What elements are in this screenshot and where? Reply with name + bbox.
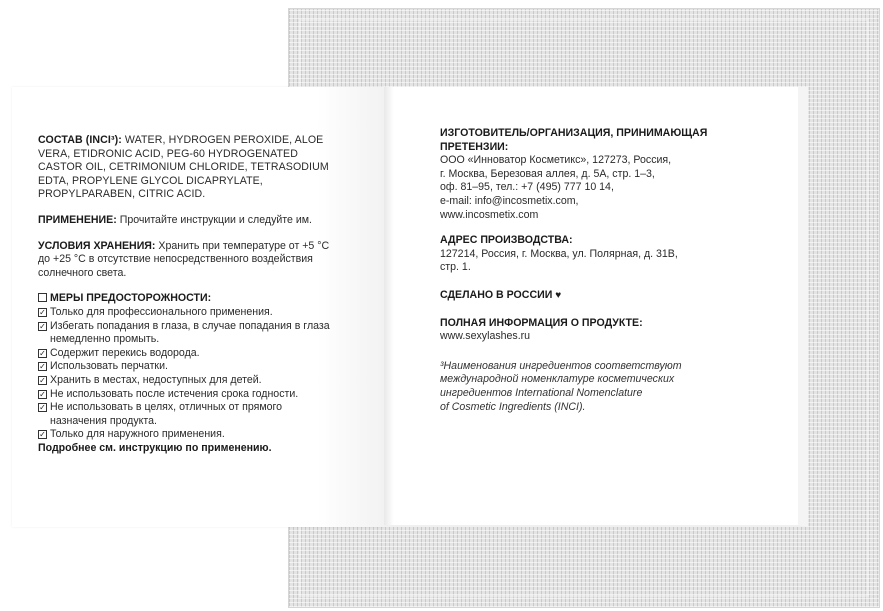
precautions-list xyxy=(38,306,334,442)
manufacturer-website: www.incosmetix.com xyxy=(440,208,539,221)
checkbox-checked-icon: ✓ xyxy=(39,321,46,331)
precautions-block xyxy=(38,292,334,455)
checkbox-checked-icon: ✓ xyxy=(39,362,46,372)
address-heading: АДРЕС ПРОИЗВОДСТВА: xyxy=(440,234,573,247)
manufacturer-details xyxy=(440,154,750,222)
precaution-item: ✓ Использовать перчатки. xyxy=(39,360,168,373)
checkbox-icon xyxy=(38,293,47,302)
address-line: 127214, Россия, г. Москва, ул. Полярная, д. 31В, xyxy=(440,247,678,260)
usage-label: ПРИМЕНЕНИЕ: xyxy=(38,213,117,226)
precaution-item: ✓ Только для профессионального применения. xyxy=(39,305,273,318)
precaution-item: ✓ Не использовать в целях, отличных от прямого назначения продукта. xyxy=(39,401,283,427)
footnote-line: ³Наименования ингредиентов соответствуют xyxy=(440,359,682,372)
checkbox-checked-icon: ✓ xyxy=(39,403,46,413)
made-in-russia: СДЕЛАНО В РОССИИ ♥ xyxy=(440,288,562,301)
composition-block xyxy=(38,134,334,202)
manufacturer-line: оф. 81–95, тел.: +7 (495) 777 10 14, xyxy=(440,181,614,194)
precautions-heading xyxy=(38,292,334,306)
storage-label: УСЛОВИЯ ХРАНЕНИЯ: xyxy=(38,239,156,252)
manufacturer-line: г. Москва, Березовая аллея, д. 5А, стр. 1–3, xyxy=(440,167,655,180)
checkbox-checked-icon: ✓ xyxy=(39,375,46,385)
footnote-line: международной номенклатуре косметических xyxy=(440,373,675,386)
left-column xyxy=(38,134,334,455)
footnote-line: ингредиентов International Nomenclature xyxy=(440,386,643,399)
manufacturer-heading: ИЗГОТОВИТЕЛЬ/ОРГАНИЗАЦИЯ, ПРИНИМАЮЩАЯ ПРЕТЕНЗИИ: xyxy=(440,127,708,153)
address-details xyxy=(440,248,750,275)
precautions-label: МЕРЫ ПРЕДОСТОРОЖНОСТИ: xyxy=(50,292,212,305)
footnote-line: of Cosmetic Ingredients (INCI). xyxy=(440,400,586,413)
heart-icon: ♥ xyxy=(555,289,562,301)
storage-block xyxy=(38,240,334,281)
usage-block xyxy=(38,214,334,228)
composition-text: WATER, HYDROGEN PEROXIDE, ALOE VERA, ETIDRONIC ACID, PEG-60 HYDROGENATED CASTOR OIL, CETRIMONIUM CHLORIDE, TETRASODIUM EDTA, PROPYLENE GLYCOL DICAPRYLATE, PROPYLPARABEN, CITRIC ACID. xyxy=(38,134,329,201)
manufacturer-line: ООО «Инноватор Косметикс», 127273, Россия, xyxy=(440,154,672,167)
checkbox-checked-icon: ✓ xyxy=(39,307,46,317)
checkbox-checked-icon: ✓ xyxy=(39,389,46,399)
inci-footnote xyxy=(440,360,750,414)
full-info-heading: ПОЛНАЯ ИНФОРМАЦИЯ О ПРОДУКТЕ: xyxy=(440,316,643,329)
right-column xyxy=(440,127,750,414)
precaution-item: ✓ Содержит перекись водорода. xyxy=(39,346,200,359)
storage-text: Хранить при температуре от +5 °С до +25 °С в отсутствие непосредственного воздействия солнечного света. xyxy=(38,239,330,279)
composition-label: СОСТАВ (INCI³): xyxy=(38,134,122,146)
more-info-text: Подробнее см. инструкцию по применению. xyxy=(38,441,272,454)
checkbox-checked-icon: ✓ xyxy=(39,430,46,440)
usage-text: Прочитайте инструкции и следуйте им. xyxy=(119,213,313,226)
precaution-item: ✓ Избегать попадания в глаза, в случае попадания в глаза немедленно промыть. xyxy=(39,319,330,346)
product-website: www.sexylashes.ru xyxy=(440,330,531,343)
checkbox-checked-icon: ✓ xyxy=(39,348,46,358)
precaution-item: ✓ Не использовать после истечения срока годности. xyxy=(39,387,299,400)
precaution-item: ✓ Хранить в местах, недоступных для детей. xyxy=(39,373,262,386)
precaution-item: ✓ Только для наружного применения. xyxy=(39,428,225,441)
address-line: стр. 1. xyxy=(440,261,471,274)
manufacturer-email: e-mail: info@incosmetix.com, xyxy=(440,194,579,207)
